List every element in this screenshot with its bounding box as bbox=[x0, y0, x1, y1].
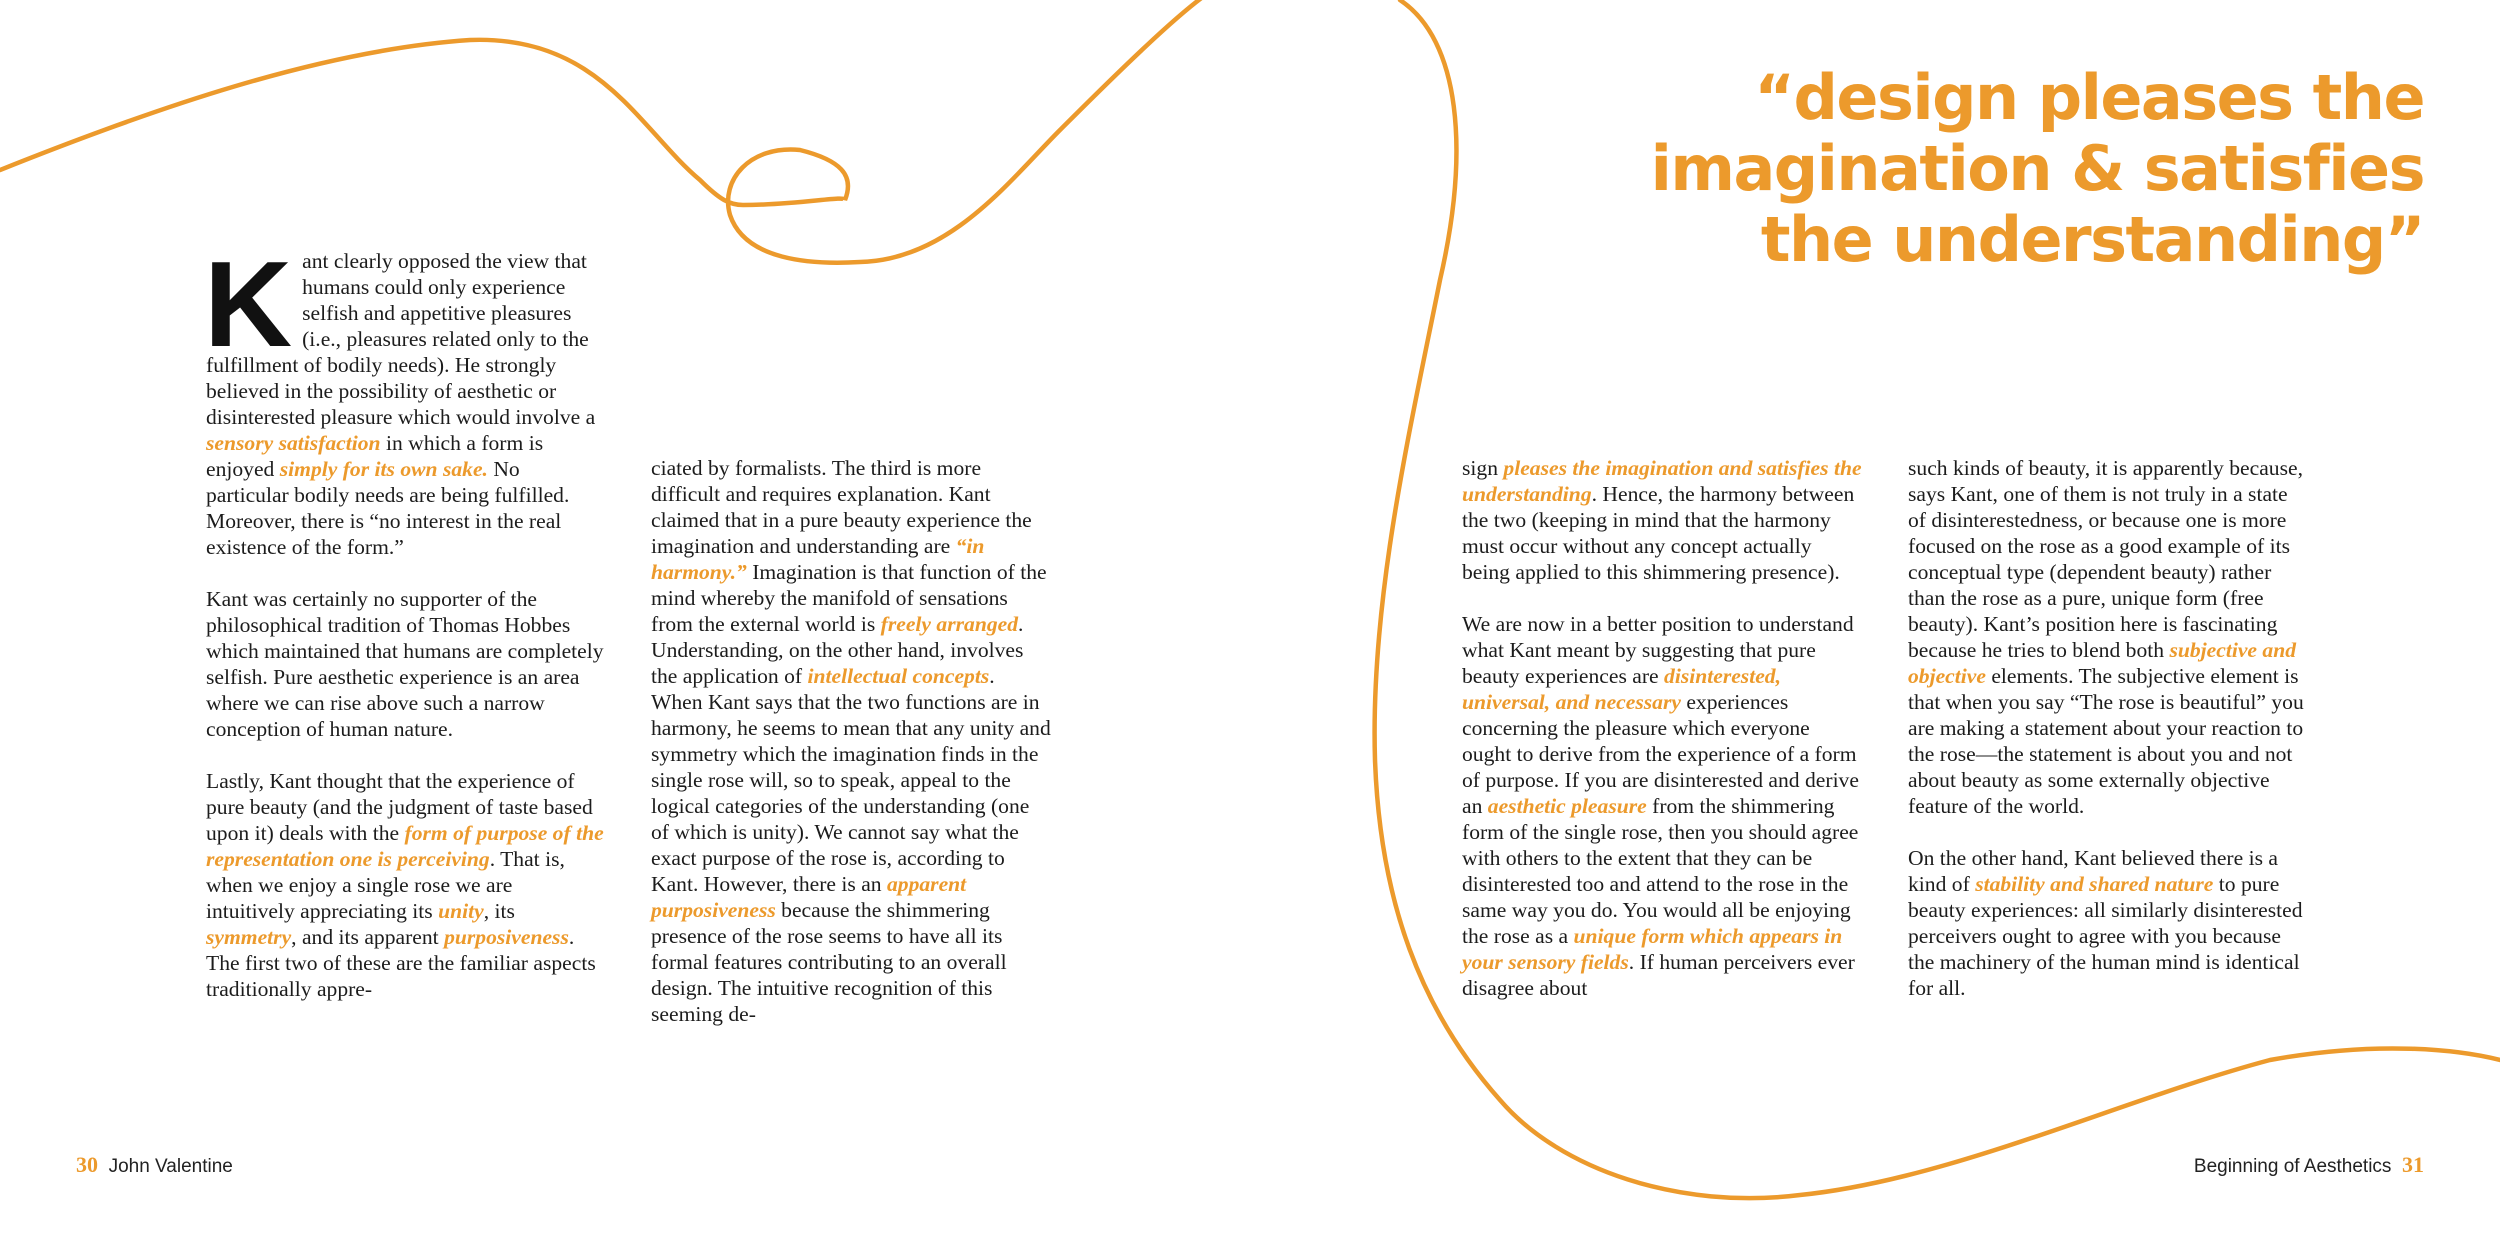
author-name: John Valentine bbox=[108, 1156, 233, 1177]
column-1-paragraph-1: Kant clearly opposed the view that humans could only experience selfish and appetitive pleasures (i.e., pleasures related only to the fulfillment of bodily needs). He strongly believed in the possibility of aesthetic or disinterested pleasure which would involve a sensory satisfaction in which a form is enjoyed simply for its own sake. No particular bodily needs are being fulfilled. Moreover, there is “no interest in the real existence of the form.” bbox=[204, 236, 596, 559]
highlight-phrase: sensory satisfaction bbox=[206, 431, 381, 455]
column-1 bbox=[204, 236, 606, 1028]
highlight-phrase: intellectual concepts bbox=[807, 664, 990, 688]
column-4 bbox=[1908, 455, 2308, 1027]
highlight-phrase: form of purpose of the representation one is perceiving bbox=[206, 821, 604, 871]
highlight-phrase: unity bbox=[438, 899, 484, 923]
pull-quote-line-2: imagination & satisfies bbox=[1650, 132, 2424, 205]
highlight-phrase: subjective and objective bbox=[1908, 638, 2297, 688]
section-title: Beginning of Aesthetics bbox=[2193, 1156, 2392, 1177]
column-3-paragraph-2: We are now in a better position to understand what Kant meant by suggesting that pure beauty experiences are disinterested, universal, and necessary experiences concerning the pleasure which everyone ought to derive from the experience of a form of purpose. If you are disinterested and derive an aesthetic pleasure from the shimmering form of the single rose, then you should agree with others to the extent that they can be disinterested too and attend to the rose in the same way you do. You would all be enjoying the rose as a unique form which appears in your sensory fields. If human perceivers ever disagree about bbox=[1462, 612, 1859, 1000]
column-2-paragraph-1: ciated by formalists. The third is more difficult and requires explanation. Kant claimed that in a pure beauty experience the imagination and understanding are “in harmony.” Imagination is that function of the mind whereby the manifold of sensations from the external world is freely arranged. Understanding, on the other hand, involves the application of intellectual concepts. When Kant says that the two functions are in harmony, he seems to mean that any unity and symmetry which the imagination finds in the single rose will, so to speak, appeal to the logical categories of the understanding (one of which is unity). We cannot say what the exact purpose of the rose is, according to Kant. However, there is an apparent purposiveness because the shimmering presence of the rose seems to have all its formal features contributing to an overall design. The intuitive recognition of this seeming de- bbox=[651, 456, 1051, 1026]
highlight-phrase: aesthetic pleasure bbox=[1487, 794, 1647, 818]
highlight-phrase: disinterested, universal, and necessary bbox=[1462, 664, 1781, 714]
highlight-phrase: symmetry bbox=[206, 925, 292, 949]
highlight-phrase: purposiveness bbox=[444, 925, 569, 949]
pull-quote-line-3: the understanding” bbox=[1760, 203, 2424, 276]
footer-right bbox=[2194, 1152, 2424, 1178]
highlight-phrase: “in harmony.” bbox=[651, 534, 985, 584]
pull-quote bbox=[1524, 62, 2424, 275]
highlight-phrase: pleases the imagination and satisfies the understanding bbox=[1462, 456, 1862, 506]
highlight-phrase: freely arranged bbox=[880, 612, 1019, 636]
footer-left bbox=[76, 1152, 233, 1178]
highlight-phrase: simply for its own sake. bbox=[279, 457, 488, 481]
column-4-paragraph-2: On the other hand, Kant believed there is a kind of stability and shared nature to pure beauty experiences: all similarly disinterested perceivers ought to agree with you because the machinery of the human mind is identical for all. bbox=[1908, 846, 2303, 1000]
highlight-phrase: stability and shared nature bbox=[1975, 872, 2214, 896]
highlight-phrase: unique form which appears in your sensory fields bbox=[1462, 924, 1843, 974]
column-1-paragraph-2: Kant was certainly no supporter of the philosophical tradition of Thomas Hobbes which maintained that humans are completely selfish. Pure aesthetic experience is an area where we can rise above such a narrow conception of human nature. bbox=[206, 587, 604, 741]
column-2 bbox=[651, 455, 1051, 1053]
drop-cap: K bbox=[204, 236, 293, 372]
page-number-left: 30 bbox=[76, 1152, 98, 1177]
column-1-paragraph-3: Lastly, Kant thought that the experience of pure beauty (and the judgment of taste based upon it) deals with the form of purpose of the representation one is perceiving. That is, when we enjoy a single rose we are intuitively appreciating its unity, its symmetry, and its apparent purposiveness. The first two of these are the familiar aspects traditionally appre- bbox=[206, 769, 604, 1001]
column-3-paragraph-1: sign pleases the imagination and satisfies the understanding. Hence, the harmony between the two (keeping in mind that the harmony must occur without any concept actually being applied to this shimmering presence). bbox=[1462, 456, 1862, 584]
page-number-right: 31 bbox=[2402, 1152, 2424, 1177]
highlight-phrase: apparent purposiveness bbox=[651, 872, 967, 922]
column-3 bbox=[1462, 455, 1862, 1027]
column-4-paragraph-1: such kinds of beauty, it is apparently because, says Kant, one of them is not truly in a state of disinterestedness, or because one is more focused on the rose as a good example of its conceptual type (dependent beauty) rather than the rose as a pure, unique form (free beauty). Kant’s position here is fascinating because he tries to blend both subjective and objective elements. The subjective element is that when you say “The rose is beautiful” you are making a statement about your reaction to the rose—the statement is about you and not about beauty as some externally objective feature of the world. bbox=[1908, 456, 2304, 818]
pull-quote-line-1: “design pleases the bbox=[1754, 61, 2424, 134]
